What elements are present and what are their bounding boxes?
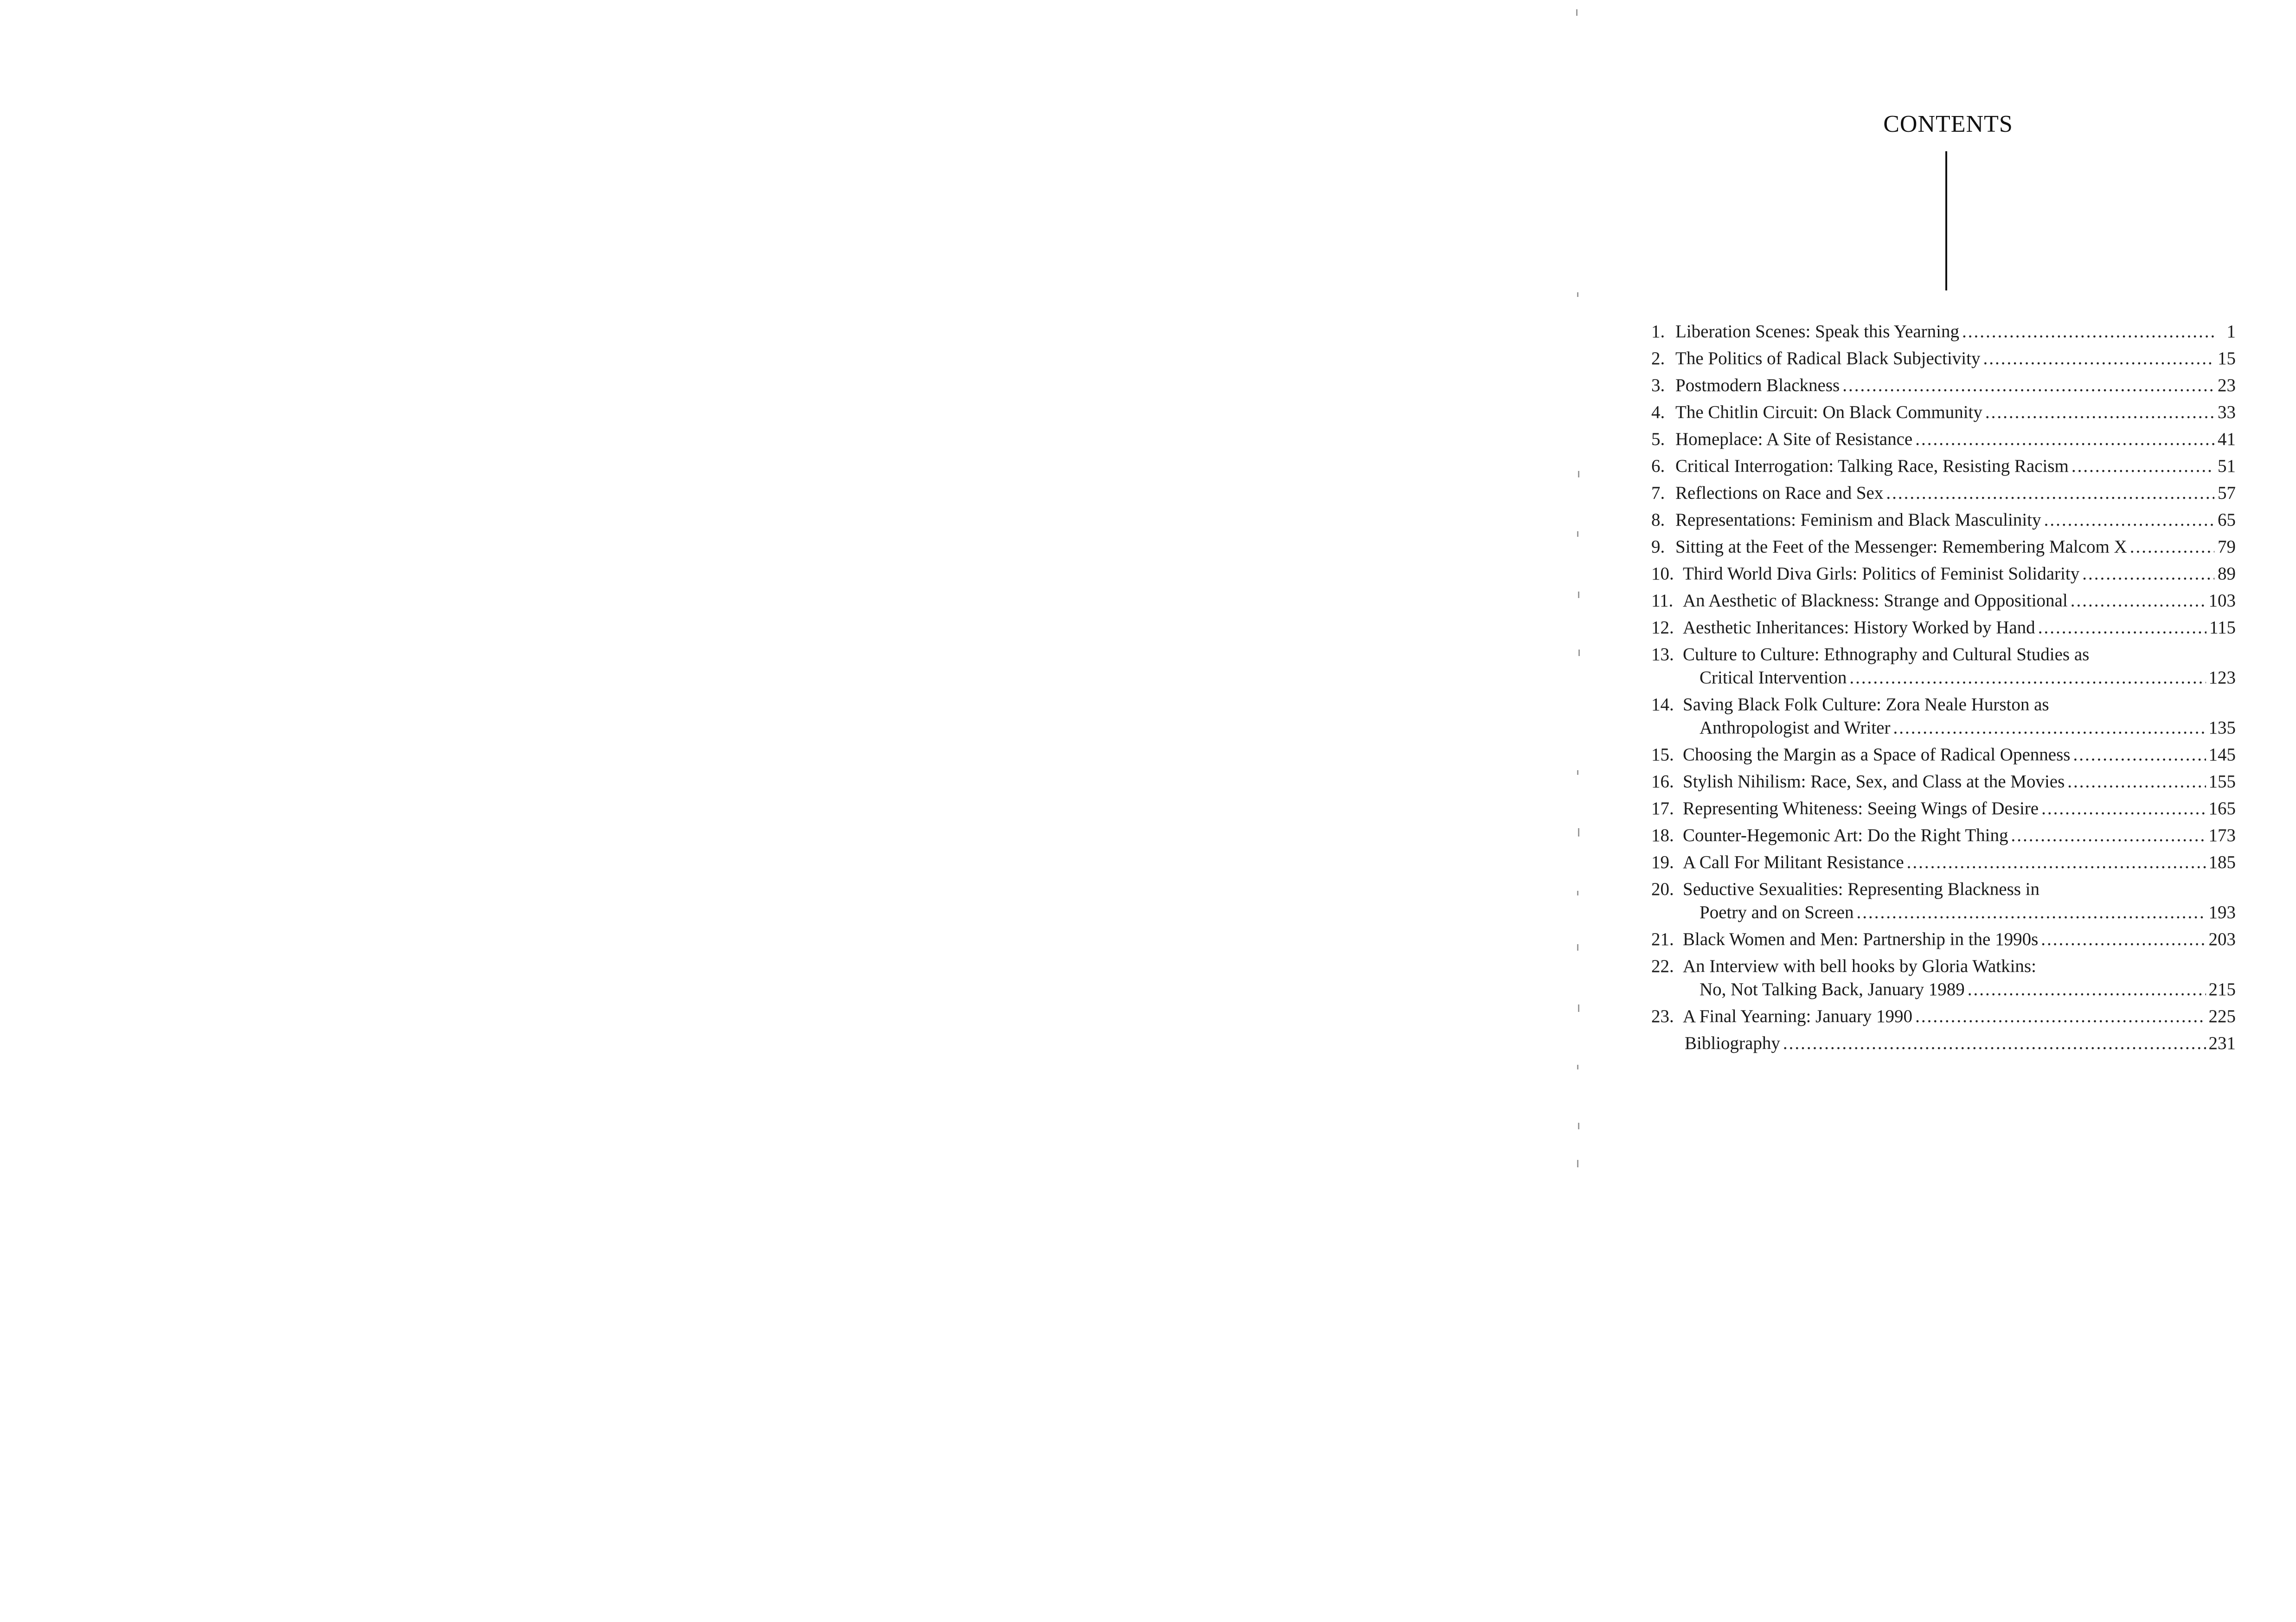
dot-leader (2073, 743, 2206, 766)
toc-number: 17. (1651, 798, 1674, 818)
toc-page-number: 79 (2218, 537, 2236, 557)
dot-leader (2041, 797, 2206, 820)
toc-page-number: 203 (2208, 929, 2236, 949)
toc-title: An Interview with bell hooks by Gloria Watkins: (1683, 956, 2036, 976)
toc-title: Sitting at the Feet of the Messenger: Remembering Malcom X (1675, 537, 2127, 557)
toc-line (1651, 616, 2236, 639)
toc-line (1651, 535, 2236, 559)
toc-line (1651, 589, 2236, 612)
toc-entry (1651, 347, 2236, 370)
scan-mark (1577, 891, 1578, 895)
toc-entry (1651, 851, 2236, 874)
toc-title: A Call For Militant Resistance (1683, 852, 1904, 872)
dot-leader (2071, 589, 2206, 612)
toc-number: 9. (1651, 537, 1665, 557)
toc-title: Black Women and Men: Partnership in the 1990s (1683, 929, 2039, 949)
toc-page-number: 165 (2208, 798, 2236, 818)
scan-mark (1578, 1123, 1579, 1129)
toc-page-number: 41 (2218, 429, 2236, 449)
dot-leader (2038, 616, 2206, 639)
toc-page-number: 57 (2218, 483, 2236, 503)
dot-leader (1915, 1005, 2206, 1028)
toc-number: 22. (1651, 956, 1674, 976)
dot-leader (1915, 428, 2214, 451)
toc-entry (1651, 955, 2236, 1001)
toc-title-continued: Anthropologist and Writer (1700, 718, 1891, 738)
toc-page-number: 89 (2218, 564, 2236, 584)
toc-entry (1651, 401, 2236, 424)
toc-number: 6. (1651, 456, 1665, 476)
toc-line (1651, 978, 2236, 1001)
scan-mark (1577, 1065, 1578, 1069)
dot-leader (1857, 901, 2206, 924)
toc-line (1651, 955, 2236, 978)
toc-entry (1651, 374, 2236, 397)
toc-line (1651, 320, 2236, 343)
dot-leader (1783, 1032, 2206, 1055)
toc-number: 20. (1651, 879, 1674, 899)
scan-mark (1578, 471, 1579, 477)
toc-title: Stylish Nihilism: Race, Sex, and Class at the Movies (1683, 772, 2065, 792)
toc-line (1651, 428, 2236, 451)
toc-entry (1651, 643, 2236, 689)
toc-number: 15. (1651, 745, 1674, 765)
dot-leader (1962, 320, 2214, 343)
scan-mark (1577, 531, 1578, 537)
toc-page-number: 15 (2218, 348, 2236, 368)
scan-mark (1578, 650, 1580, 656)
toc-line (1651, 666, 2236, 689)
toc-number: 3. (1651, 375, 1665, 395)
table-of-contents (1651, 320, 2236, 1059)
scan-mark (1578, 1004, 1579, 1012)
toc-line (1651, 643, 2236, 666)
dot-leader (1968, 978, 2206, 1001)
dot-leader (1886, 482, 2214, 505)
scan-mark (1577, 292, 1578, 297)
toc-title: The Politics of Radical Black Subjectivity (1675, 348, 1981, 368)
toc-entry (1651, 1005, 2236, 1028)
toc-number: 1. (1651, 322, 1665, 341)
toc-number: 5. (1651, 429, 1665, 449)
toc-page-number: 155 (2208, 772, 2236, 792)
toc-entry (1651, 562, 2236, 586)
toc-entry (1651, 482, 2236, 505)
toc-page-number: 51 (2218, 456, 2236, 476)
toc-line (1651, 562, 2236, 586)
toc-number: 19. (1651, 852, 1674, 872)
toc-entry (1651, 616, 2236, 639)
toc-line (1651, 851, 2236, 874)
toc-number: 18. (1651, 825, 1674, 845)
toc-line (1651, 693, 2236, 716)
toc-title: Choosing the Margin as a Space of Radical Openness (1683, 745, 2071, 765)
toc-page-number: 173 (2208, 825, 2236, 845)
toc-page-number: 103 (2208, 591, 2236, 611)
toc-title: Culture to Culture: Ethnography and Cultural Studies as (1683, 644, 2090, 664)
toc-number: 13. (1651, 644, 1674, 664)
toc-page-number: 185 (2208, 852, 2236, 872)
toc-title: Saving Black Folk Culture: Zora Neale Hurston as (1683, 695, 2049, 714)
toc-entry (1651, 320, 2236, 343)
toc-title: Seductive Sexualities: Representing Blackness in (1683, 879, 2040, 899)
toc-page-number: 1 (2226, 322, 2236, 341)
toc-title: Representations: Feminism and Black Masculinity (1675, 510, 2041, 530)
toc-line (1651, 374, 2236, 397)
toc-entry (1651, 928, 2236, 951)
toc-title: Postmodern Blackness (1675, 375, 1840, 395)
toc-entry (1651, 770, 2236, 793)
toc-title: Third World Diva Girls: Politics of Feminist Solidarity (1683, 564, 2080, 584)
dot-leader (2011, 824, 2206, 847)
toc-number: 7. (1651, 483, 1665, 503)
toc-title: The Chitlin Circuit: On Black Community (1675, 402, 1982, 422)
dot-leader (2067, 770, 2206, 793)
toc-page-number: 115 (2209, 618, 2236, 637)
toc-title: Homeplace: A Site of Resistance (1675, 429, 1913, 449)
toc-page-number: 231 (2208, 1033, 2236, 1053)
dot-leader (2130, 535, 2214, 559)
dot-leader (1849, 666, 2206, 689)
toc-line (1651, 770, 2236, 793)
toc-number: 14. (1651, 695, 1674, 714)
toc-page-number: 33 (2218, 402, 2236, 422)
toc-title: A Final Yearning: January 1990 (1683, 1006, 1913, 1026)
dot-leader (2041, 928, 2206, 951)
toc-page-number: 145 (2208, 745, 2236, 765)
scan-mark (1576, 9, 1578, 16)
toc-page-number: 225 (2208, 1006, 2236, 1026)
dot-leader (2082, 562, 2214, 586)
dot-leader (2044, 508, 2214, 532)
toc-page-number: 193 (2208, 902, 2236, 922)
toc-title-continued: Poetry and on Screen (1700, 902, 1854, 922)
toc-line (1651, 743, 2236, 766)
toc-title: Liberation Scenes: Speak this Yearning (1675, 322, 1959, 341)
toc-line (1651, 797, 2236, 820)
scan-mark (1577, 770, 1578, 775)
toc-line (1651, 1005, 2236, 1028)
toc-entry (1651, 428, 2236, 451)
toc-line (1651, 482, 2236, 505)
toc-title: Representing Whiteness: Seeing Wings of Desire (1683, 798, 2039, 818)
toc-line (1651, 347, 2236, 370)
scan-mark (1578, 828, 1579, 837)
toc-line (1651, 1032, 2236, 1055)
toc-number: 8. (1651, 510, 1665, 530)
toc-number: 4. (1651, 402, 1665, 422)
toc-title: Critical Interrogation: Talking Race, Resisting Racism (1675, 456, 2069, 476)
toc-title: Counter-Hegemonic Art: Do the Right Thing (1683, 825, 2008, 845)
toc-number: 16. (1651, 772, 1674, 792)
toc-title: An Aesthetic of Blackness: Strange and Oppositional (1683, 591, 2068, 611)
dot-leader (1893, 716, 2206, 740)
scan-mark (1577, 944, 1578, 951)
toc-entry (1651, 824, 2236, 847)
scan-mark (1577, 1160, 1578, 1167)
toc-entry (1651, 508, 2236, 532)
toc-entry (1651, 535, 2236, 559)
dot-leader (2072, 455, 2214, 478)
toc-entry (1651, 797, 2236, 820)
toc-entry (1651, 455, 2236, 478)
toc-page-number: 215 (2208, 979, 2236, 999)
heading-rule (1945, 151, 1947, 290)
dot-leader (1985, 401, 2214, 424)
toc-entry (1651, 878, 2236, 924)
scan-mark (1578, 592, 1579, 598)
toc-entry (1651, 743, 2236, 766)
toc-page-number: 135 (2208, 718, 2236, 738)
toc-title-continued: No, Not Talking Back, January 1989 (1700, 979, 1965, 999)
dot-leader (1983, 347, 2214, 370)
dot-leader (1907, 851, 2206, 874)
toc-entry (1651, 693, 2236, 740)
toc-number: 21. (1651, 929, 1674, 949)
toc-number: 2. (1651, 348, 1665, 368)
toc-title: Reflections on Race and Sex (1675, 483, 1884, 503)
toc-line (1651, 928, 2236, 951)
toc-page-number: 123 (2208, 668, 2236, 688)
toc-line (1651, 455, 2236, 478)
toc-line (1651, 508, 2236, 532)
toc-number: 10. (1651, 564, 1674, 584)
contents-heading: CONTENTS (1883, 111, 2013, 137)
toc-title-continued: Critical Intervention (1700, 668, 1847, 688)
toc-page-number: 65 (2218, 510, 2236, 530)
dot-leader (1842, 374, 2214, 397)
toc-title: Bibliography (1685, 1033, 1780, 1053)
toc-line (1651, 878, 2236, 901)
toc-number: 23. (1651, 1006, 1674, 1026)
toc-number: 11. (1651, 591, 1674, 611)
toc-line (1651, 901, 2236, 924)
toc-entry (1651, 1032, 2236, 1055)
toc-title: Aesthetic Inheritances: History Worked by Hand (1683, 618, 2035, 637)
toc-line (1651, 824, 2236, 847)
toc-line (1651, 716, 2236, 740)
toc-number: 12. (1651, 618, 1674, 637)
toc-line (1651, 401, 2236, 424)
toc-entry (1651, 589, 2236, 612)
toc-page-number: 23 (2218, 375, 2236, 395)
